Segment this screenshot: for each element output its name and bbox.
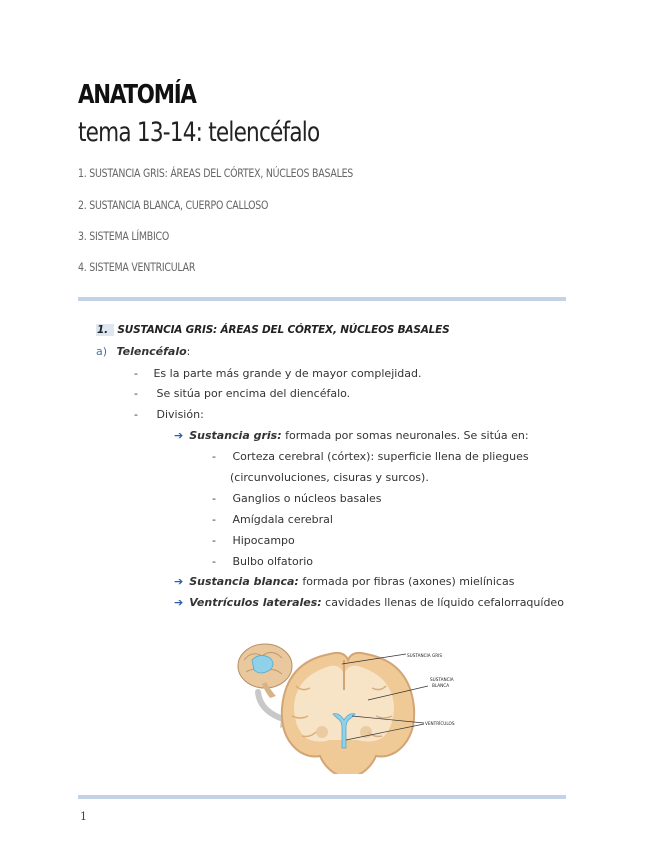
- subsection-letter: a): [96, 345, 108, 358]
- subsection-heading: [96, 345, 190, 358]
- label-sustancia-blanca-1: SUSTANCIA: [430, 677, 454, 682]
- label-ventriculos: VENTRÍCULOS: [425, 721, 455, 726]
- section-heading: [96, 324, 449, 336]
- text-ventriculos: cavidades llenas de líquido cefalorraquídeo: [321, 596, 564, 609]
- bullet-item: [134, 387, 350, 400]
- bullet-text: División:: [156, 408, 204, 421]
- document-title: ANATOMÍA: [78, 80, 196, 110]
- subsection-title: Telencéfalo: [116, 345, 187, 358]
- document-subtitle: tema 13-14: telencéfalo: [78, 117, 320, 148]
- bullet-text: Se sitúa por encima del diencéfalo.: [156, 387, 351, 400]
- label-sustancia-gris: SUSTANCIA GRIS: [407, 653, 443, 658]
- sub-item-continuation: (circunvoluciones, cisuras y surcos).: [230, 471, 429, 484]
- arrow-item-blanca: [174, 575, 514, 588]
- term-blanca: Sustancia blanca:: [189, 575, 299, 588]
- sub-item: [212, 513, 333, 526]
- dash-marker: -: [134, 387, 138, 400]
- sub-item: [212, 492, 382, 505]
- arrow-icon: ➔: [174, 429, 184, 442]
- sub-item: [212, 450, 529, 463]
- dash-marker: -: [212, 555, 216, 568]
- sub-item-text: Ganglios o núcleos basales: [232, 492, 382, 505]
- dash-marker: -: [212, 450, 216, 463]
- dash-marker: -: [212, 492, 216, 505]
- bullet-text: Es la parte más grande y de mayor complejidad.: [153, 367, 422, 380]
- dash-marker: -: [134, 408, 138, 421]
- sub-item: [212, 555, 313, 568]
- dash-marker: -: [134, 367, 138, 380]
- sub-item: [212, 534, 295, 547]
- sub-item-text: Amígdala cerebral: [232, 513, 333, 526]
- toc-item-1: 1. SUSTANCIA GRIS: ÁREAS DEL CÓRTEX, NÚCLEOS BASALES: [78, 166, 354, 180]
- toc-item-3: 3. SISTEMA LÍMBICO: [78, 229, 170, 243]
- sub-item-text: Hipocampo: [232, 534, 295, 547]
- dash-marker: -: [212, 534, 216, 547]
- arrow-item-ventriculos: [174, 596, 564, 609]
- arrow-icon: ➔: [174, 575, 184, 588]
- dash-marker: -: [212, 513, 216, 526]
- text-blanca: formada por fibras (axones) mielínicas: [298, 575, 515, 588]
- term-ventriculos: Ventrículos laterales:: [189, 596, 322, 609]
- arrow-item-gris: [174, 429, 529, 442]
- sub-item-text: Corteza cerebral (córtex): superficie llena de pliegues: [232, 450, 529, 463]
- label-sustancia-blanca-2: BLANCA: [432, 683, 450, 688]
- page-number: 1: [80, 810, 87, 823]
- sub-item-text: Bulbo olfatorio: [232, 555, 314, 568]
- brain-section-figure: [236, 636, 476, 774]
- toc-item-2: 2. SUSTANCIA BLANCA, CUERPO CALLOSO: [78, 198, 269, 212]
- subsection-colon: :: [186, 345, 191, 358]
- top-divider: [78, 297, 566, 301]
- term-gris: Sustancia gris:: [189, 429, 282, 442]
- bullet-item: [134, 367, 422, 380]
- bottom-divider: [78, 795, 566, 799]
- arrow-icon: ➔: [174, 596, 184, 609]
- brain-side-view-icon: [238, 644, 292, 698]
- bullet-item: [134, 408, 204, 421]
- section-title: SUSTANCIA GRIS: ÁREAS DEL CÓRTEX, NÚCLEOS BASALES: [117, 324, 450, 336]
- toc-item-4: 4. SISTEMA VENTRICULAR: [78, 260, 196, 274]
- section-number: 1.: [96, 324, 114, 336]
- text-gris: formada por somas neuronales. Se sitúa en:: [281, 429, 529, 442]
- coronal-section-icon: [282, 653, 414, 774]
